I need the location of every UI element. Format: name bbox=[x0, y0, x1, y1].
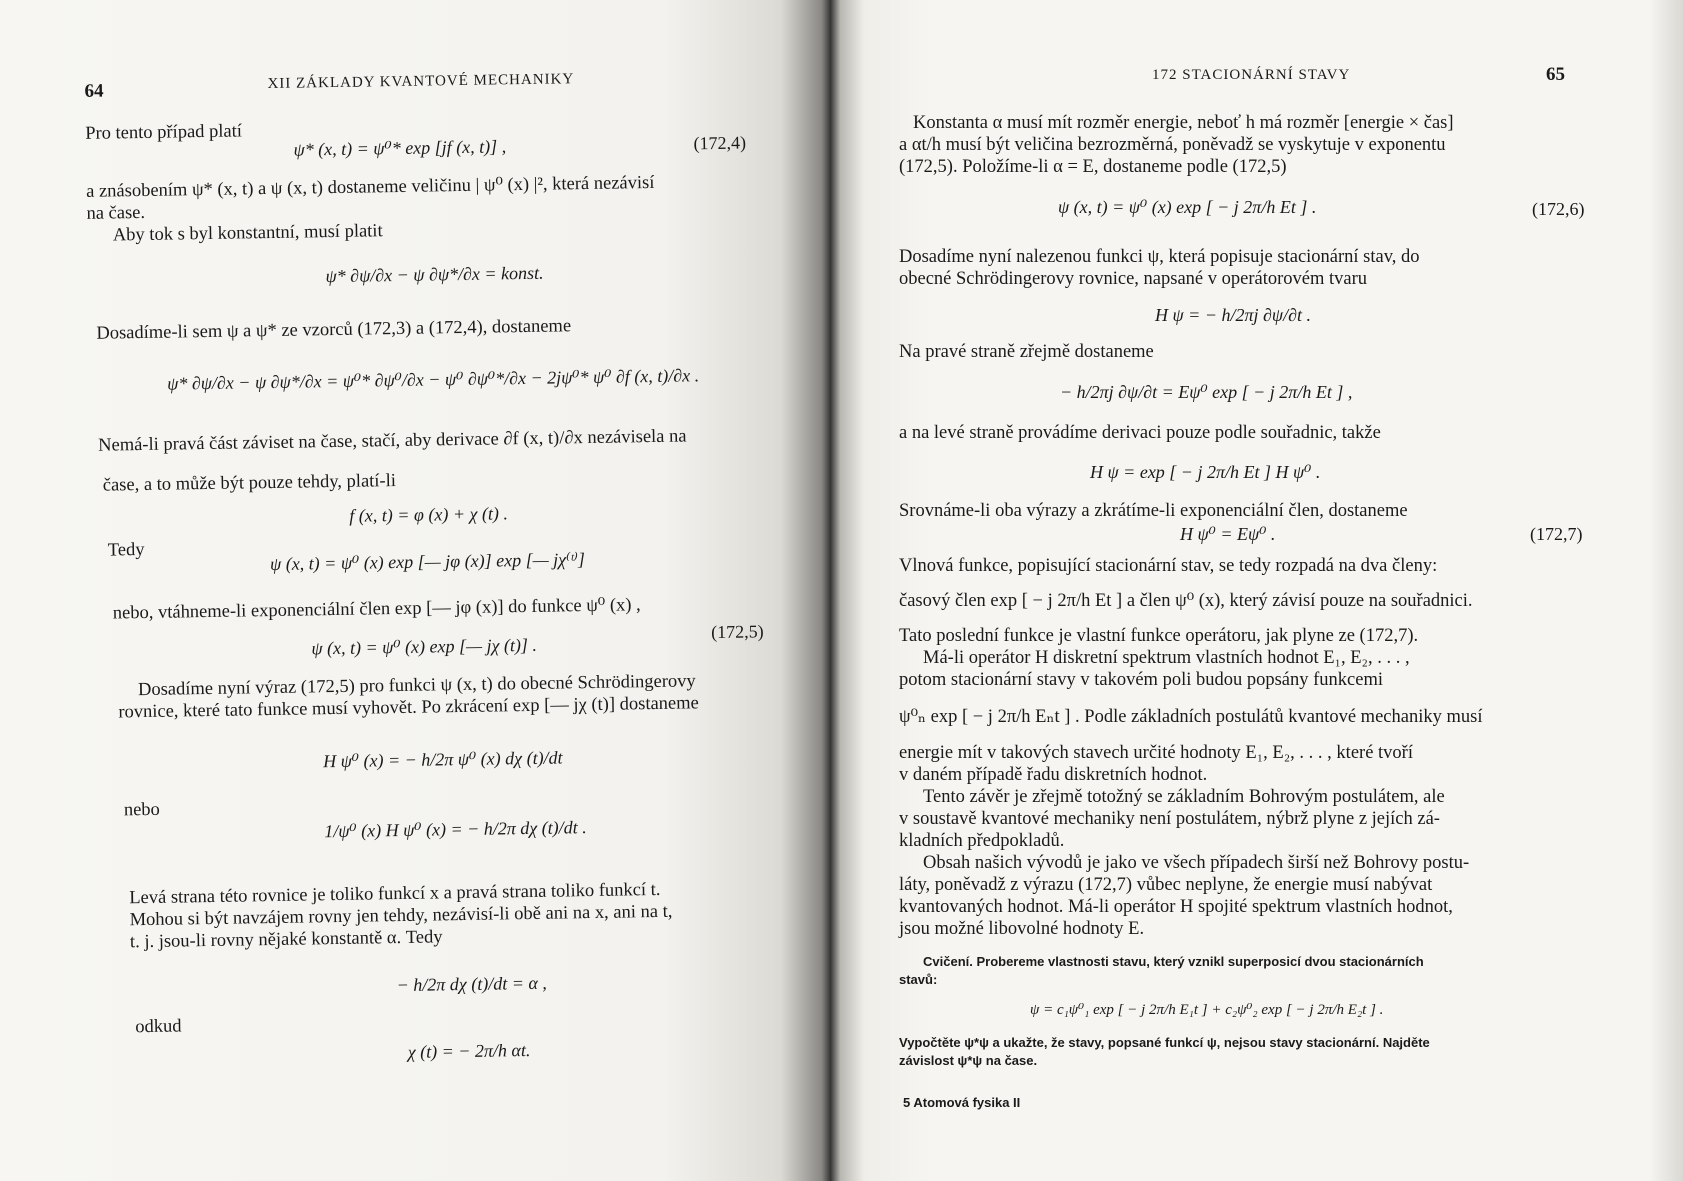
equation: ψ (x, t) = ψ⁰ (x) exp [— jφ (x)] exp [— jχ⁽ᵗ⁾] bbox=[269, 549, 586, 575]
text-line: obecné Schrödingerovy rovnice, napsané v operátorovém tvaru bbox=[899, 269, 1367, 289]
text-line: kladních předpokladů. bbox=[899, 831, 1065, 851]
text-line: potom stacionární stavy v takovém poli budou popsány funkcemi bbox=[899, 670, 1383, 690]
text-line: Obsah našich vývodů je jako ve všech případech širší než Bohrovy postu- bbox=[923, 853, 1470, 873]
text-line: Levá strana této rovnice je toliko funkcí x a pravá strana toliko funkcí t. bbox=[129, 879, 661, 909]
page-number: 64 bbox=[84, 80, 104, 102]
text-line: Mohou si být navzájem rovny jen tehdy, nezávisí-li obě ani na x, ani na t, bbox=[129, 901, 673, 931]
text-line: rovnice, které tato funkce musí vyhovět. Po zkrácení exp [— jχ (t)] dostaneme bbox=[118, 693, 699, 723]
equation: χ (t) = − 2π/h αt. bbox=[407, 1040, 531, 1062]
equation: H ψ⁰ = Eψ⁰ . bbox=[1180, 524, 1276, 544]
equation: ψ (x, t) = ψ⁰ (x) exp [ − j 2π/h Et ] . bbox=[1058, 197, 1317, 217]
text-line: energie mít v takových stavech určité hodnoty E₁, E₂, . . . , které tvoří bbox=[899, 743, 1413, 763]
text-line: kvantovaných hodnot. Má-li operátor H spojité spektrum vlastních hodnot, bbox=[899, 897, 1453, 917]
text-line: (172,5). Položíme-li α = E, dostaneme podle (172,5) bbox=[899, 157, 1287, 177]
text-line: Tento závěr je zřejmě totožný se základním Bohrovým postulátem, ale bbox=[923, 787, 1445, 807]
text-line: t. j. jsou-li rovny nějaké konstantě α. Tedy bbox=[129, 927, 443, 953]
text-line: Má-li operátor H diskretní spektrum vlastních hodnot E₁, E₂, . . . , bbox=[923, 648, 1410, 668]
page-number: 65 bbox=[1546, 64, 1565, 85]
left-page-content bbox=[0, 0, 840, 1181]
text-line: jsou možné libovolné hodnoty E. bbox=[899, 919, 1145, 939]
text-line: Dosadíme-li sem ψ a ψ* ze vzorců (172,3) a (172,4), dostaneme bbox=[96, 316, 572, 344]
text-line: v soustavě kvantové mechaniky není postulátem, nýbrž plyne z jejích zá- bbox=[899, 809, 1440, 829]
text-line: a znásobením ψ* (x, t) a ψ (x, t) dostaneme veličinu | ψ⁰ (x) |², která nezávisí bbox=[86, 172, 655, 202]
text-line: Konstanta α musí mít rozměr energie, neboť h má rozměr [energie × čas] bbox=[913, 113, 1454, 133]
equation: H ψ = exp [ − j 2π/h Et ] H ψ⁰ . bbox=[1090, 462, 1321, 482]
equation: H ψ = − h/2πj ∂ψ/∂t . bbox=[1155, 305, 1311, 325]
text-line: na čase. bbox=[86, 202, 146, 224]
equation: ψ* (x, t) = ψ⁰* exp [jf (x, t)] , bbox=[293, 136, 507, 160]
exercise-line: Vypočtěte ψ*ψ a ukažte, že stavy, popsané funkcí ψ, nejsou stavy stacionární. Najděte bbox=[899, 1035, 1430, 1050]
text-line: Dosadíme nyní nalezenou funkci ψ, která popisuje stacionární stav, do bbox=[899, 247, 1420, 267]
right-page bbox=[830, 0, 1683, 1181]
text-line: odkud bbox=[135, 1016, 182, 1038]
text-line: nebo bbox=[123, 799, 161, 821]
exercise-line: Cvičení. Probereme vlastnosti stavu, který vznikl superposicí dvou stacionárních bbox=[923, 954, 1424, 969]
page-footer: 5 Atomová fysika II bbox=[903, 1095, 1021, 1110]
text-line: čase, a to může být pouze tehdy, platí-li bbox=[102, 471, 397, 496]
equation-number: (172,4) bbox=[693, 132, 747, 154]
equation: 1/ψ⁰ (x) H ψ⁰ (x) = − h/2π dχ (t)/dt . bbox=[324, 817, 587, 842]
text-line: Srovnáme-li oba výrazy a zkrátíme-li exponenciální člen, dostaneme bbox=[899, 501, 1408, 521]
running-header: 172 STACIONÁRNÍ STAVY bbox=[1152, 67, 1351, 83]
text-line: Pro tento případ platí bbox=[85, 121, 243, 144]
exercise-equation: ψ = c₁ψ⁰₁ exp [ − j 2π/h E₁t ] + c₂ψ⁰₂ exp [ − j 2π/h E₂t ] . bbox=[1030, 1002, 1384, 1018]
exercise-line: stavů: bbox=[899, 972, 938, 987]
text-line: Dosadíme nyní výraz (172,5) pro funkci ψ (x, t) do obecné Schrödingerovy bbox=[137, 671, 696, 701]
equation: ψ* ∂ψ/∂x − ψ ∂ψ*/∂x = ψ⁰* ∂ψ⁰/∂x − ψ⁰ ∂ψ⁰*/∂x − 2jψ⁰* ψ⁰ ∂f (x, t)/∂x . bbox=[167, 365, 700, 394]
running-header: XII ZÁKLADY KVANTOVÉ MECHANIKY bbox=[267, 71, 575, 93]
text-line: Nemá-li pravá část záviset na čase, stačí, aby derivace ∂f (x, t)/∂x nezávisela na bbox=[98, 426, 687, 456]
equation-number: (172,5) bbox=[711, 621, 764, 643]
equation-number: (172,6) bbox=[1532, 199, 1585, 219]
text-line: Tedy bbox=[107, 540, 145, 561]
text-line: časový člen exp [ − j 2π/h Et ] a člen ψ⁰ (x), který závisí pouze na souřadnici. bbox=[899, 591, 1473, 611]
text-line: láty, poněvadž z výrazu (172,7) vůbec neplyne, že energie musí nabývat bbox=[899, 875, 1433, 895]
text-line: a αt/h musí být veličina bezrozměrná, poněvadž se vyskytuje v exponentu bbox=[899, 135, 1446, 155]
equation-number: (172,7) bbox=[1530, 524, 1583, 544]
equation: f (x, t) = φ (x) + χ (t) . bbox=[349, 503, 509, 526]
equation: − h/2πj ∂ψ/∂t = Eψ⁰ exp [ − j 2π/h Et ] , bbox=[1060, 382, 1353, 402]
equation: − h/2π dχ (t)/dt = α , bbox=[396, 972, 547, 996]
left-page bbox=[0, 0, 830, 1181]
exercise-line: závislost ψ*ψ na čase. bbox=[899, 1053, 1038, 1068]
equation: ψ* ∂ψ/∂x − ψ ∂ψ*/∂x = konst. bbox=[325, 262, 544, 287]
text-line: Aby tok s byl konstantní, musí platit bbox=[112, 221, 383, 246]
equation: ψ (x, t) = ψ⁰ (x) exp [— jχ (t)] . bbox=[311, 634, 538, 659]
text-line: Na pravé straně zřejmě dostaneme bbox=[899, 342, 1154, 362]
text-line: Vlnová funkce, popisující stacionární stav, se tedy rozpadá na dva členy: bbox=[899, 556, 1438, 576]
text-line: Tato poslední funkce je vlastní funkce operátoru, jak plyne ze (172,7). bbox=[899, 626, 1419, 646]
text-line: a na levé straně provádíme derivaci pouze podle souřadnic, takže bbox=[899, 423, 1381, 443]
text-line: nebo, vtáhneme-li exponenciální člen exp [— jφ (x)] do funkce ψ⁰ (x) , bbox=[112, 595, 641, 624]
text-line: ψ⁰ₙ exp [ − j 2π/h Eₙt ] . Podle základních postulátů kvantové mechaniky musí bbox=[899, 707, 1483, 727]
text-line: v daném případě řadu diskretních hodnot. bbox=[899, 765, 1208, 785]
equation: H ψ⁰ (x) = − h/2π ψ⁰ (x) dχ (t)/dt bbox=[322, 747, 563, 772]
